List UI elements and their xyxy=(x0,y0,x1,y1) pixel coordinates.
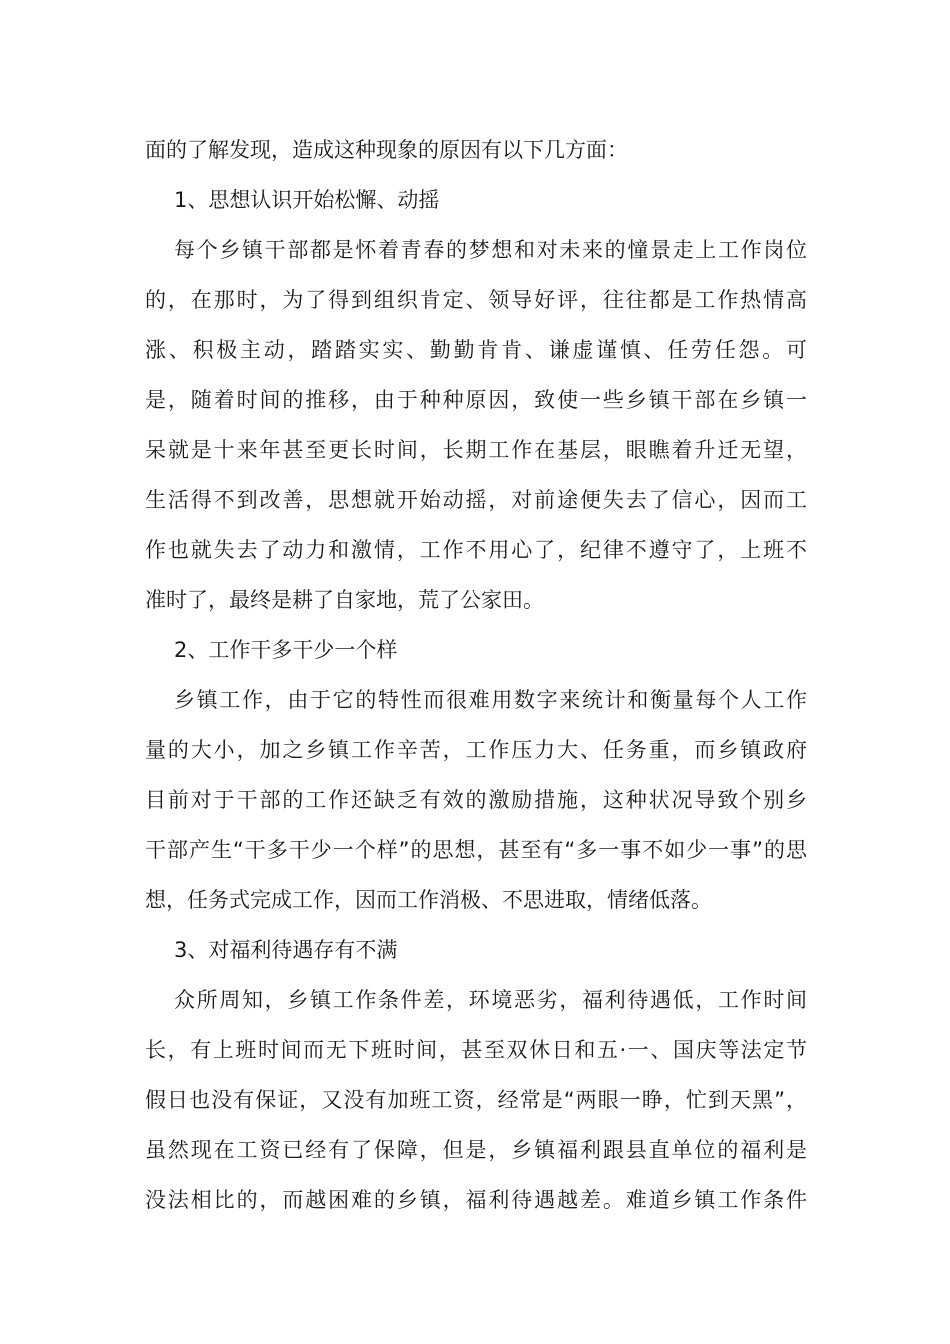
text-line: 长，有上班时间而无下班时间，甚至双休日和五·一、国庆等法定节 xyxy=(145,1038,807,1062)
text-line: 目前对于干部的工作还缺乏有效的激励措施，这种状况导致个别乡 xyxy=(145,788,807,812)
text-line: 是，随着时间的推移，由于种种原因，致使一些乡镇干部在乡镇一 xyxy=(145,388,807,412)
text-line: 量的大小，加之乡镇工作辛苦，工作压力大、任务重，而乡镇政府 xyxy=(145,738,807,762)
text-line: 呆就是十来年甚至更长时间，长期工作在基层，眼瞧着升迁无望， xyxy=(145,438,807,462)
text-line: 作也就失去了动力和激情，工作不用心了，纪律不遵守了，上班不 xyxy=(145,538,807,562)
text-line: 面的了解发现，造成这种现象的原因有以下几方面： xyxy=(145,138,628,162)
text-line: 虽然现在工资已经有了保障，但是，乡镇福利跟县直单位的福利是 xyxy=(145,1138,807,1162)
text-line: 生活得不到改善，思想就开始动摇，对前途便失去了信心，因而工 xyxy=(145,488,807,512)
text-line: 假日也没有保证，又没有加班工资，经常是“两眼一睁，忙到天黑”， xyxy=(145,1088,807,1112)
text-line: 众所周知，乡镇工作条件差，环境恶劣，福利待遇低，工作时间 xyxy=(174,988,807,1012)
text-line: 3、对福利待遇存有不满 xyxy=(174,938,398,962)
text-line: 的，在那时，为了得到组织肯定、领导好评，往往都是工作热情高 xyxy=(145,288,807,312)
text-line: 想，任务式完成工作，因而工作消极、不思进取，情绪低落。 xyxy=(145,888,712,912)
text-line: 乡镇工作，由于它的特性而很难用数字来统计和衡量每个人工作 xyxy=(174,688,807,712)
text-line: 涨、积极主动，踏踏实实、勤勤肯肯、谦虚谨慎、任劳任怨。可 xyxy=(145,338,807,362)
text-line: 没法相比的，而越困难的乡镇，福利待遇越差。难道乡镇工作条件 xyxy=(145,1188,807,1212)
document-body xyxy=(145,125,807,1225)
text-line: 每个乡镇干部都是怀着青春的梦想和对未来的憧景走上工作岗位 xyxy=(174,238,807,262)
text-line: 2、工作干多干少一个样 xyxy=(174,638,398,662)
text-line: 1、思想认识开始松懈、动摇 xyxy=(174,188,440,212)
text-line: 准时了，最终是耕了自家地，荒了公家田。 xyxy=(145,588,544,612)
text-line: 干部产生“干多干少一个样”的思想，甚至有“多一事不如少一事”的思 xyxy=(145,838,807,862)
